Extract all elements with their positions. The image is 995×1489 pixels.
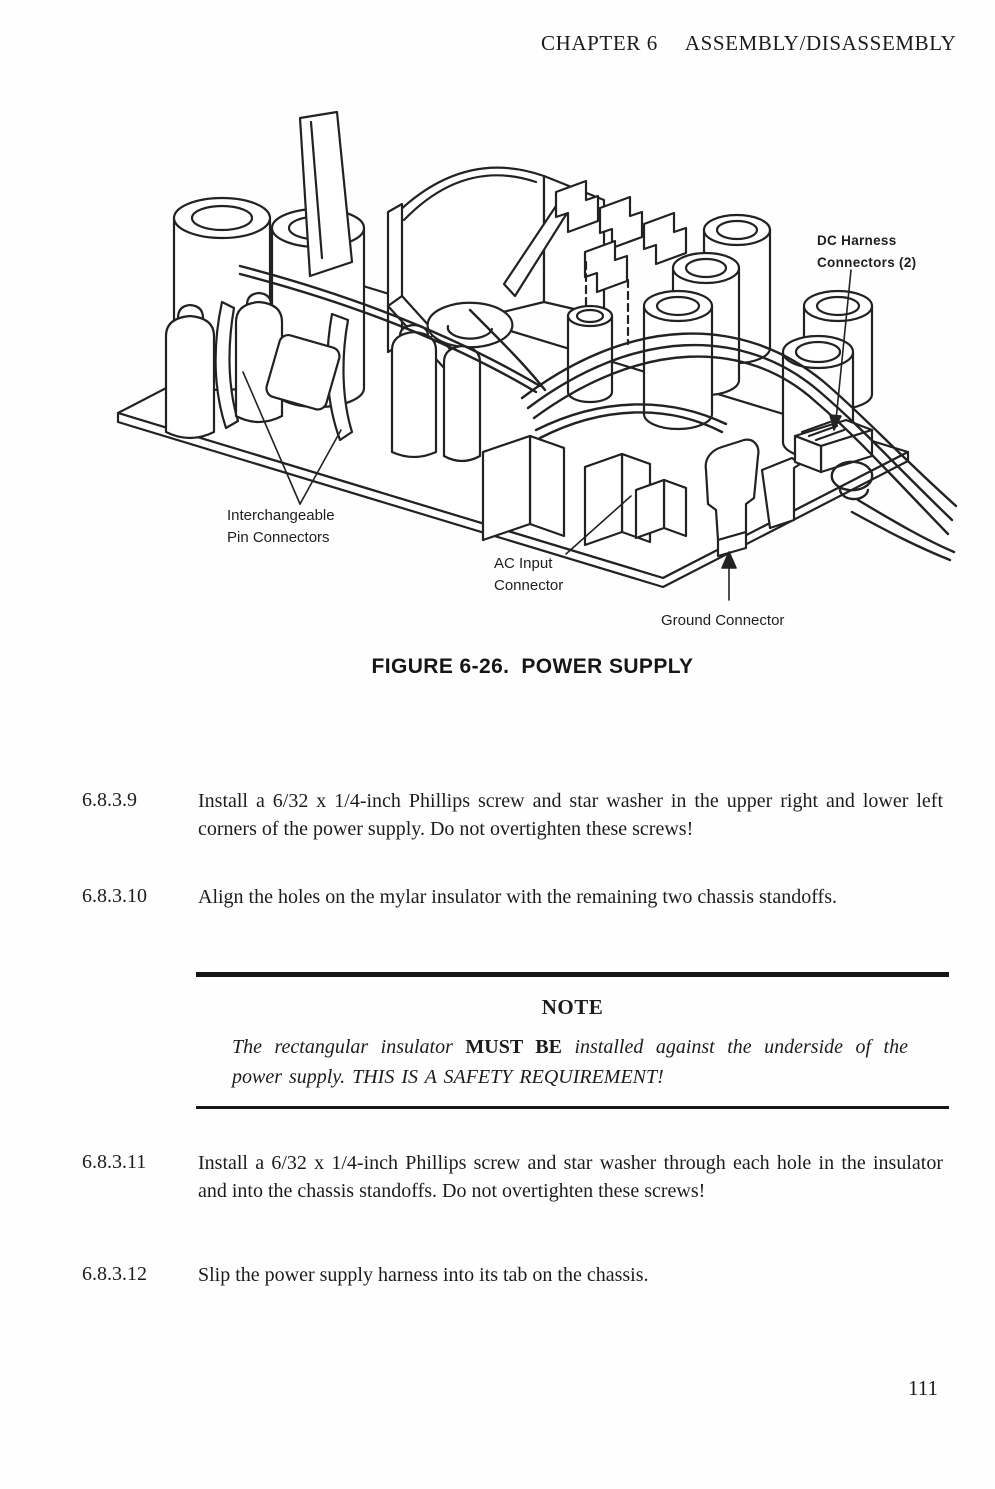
step-text: Install a 6/32 x 1/4-inch Phillips screw and star washer in the upper right and lower left corners of the power supply. Do not overtighten these screws! (198, 790, 943, 840)
figure-caption (0, 655, 995, 679)
step-6-8-3-12 (82, 1262, 950, 1290)
note-title: NOTE (541, 995, 604, 1019)
step-6-8-3-10 (82, 884, 950, 912)
step-text: Install a 6/32 x 1/4-inch Phillips screw and star washer through each hole in the insulator and into the chassis standoffs. Do not overtighten these screws! (198, 1152, 943, 1202)
step-6-8-3-11 (82, 1150, 950, 1205)
chapter-number: CHAPTER 6 (541, 31, 658, 55)
figure-caption-title: POWER SUPPLY (521, 655, 694, 678)
page-number: 111 (908, 1376, 938, 1400)
note-bottom-rule (196, 1106, 949, 1109)
step-number: 6.8.3.11 (82, 1151, 147, 1173)
note-text-prefix: The rectangular insulator (232, 1036, 466, 1058)
label-dc-harness: DC Harness Connectors (2) (817, 233, 917, 270)
step-number: 6.8.3.10 (82, 885, 147, 907)
chapter-title: ASSEMBLY/DISASSEMBLY (684, 31, 957, 55)
note-body (232, 1032, 908, 1092)
note-top-rule (196, 972, 949, 977)
label-interchangeable-pin-connectors: Interchangeable Pin Connectors (227, 507, 335, 546)
heatsink-fin (300, 112, 352, 276)
label-ac-input-connector: AC Input Connector (494, 555, 564, 594)
figure-caption-number: FIGURE 6-26. (371, 655, 510, 678)
ac-input-connector (483, 436, 564, 540)
note-text-emphasis: MUST BE (465, 1036, 562, 1058)
step-number: 6.8.3.12 (82, 1263, 147, 1285)
step-text: Align the holes on the mylar insulator with the remaining two chassis standoffs. (198, 886, 837, 908)
figure-6-26 (100, 92, 960, 648)
note-text-suffix: installed against the underside of the power supply. THIS IS A SAFETY REQUIREMENT! (232, 1036, 908, 1088)
step-text: Slip the power supply harness into its tab on the chassis. (198, 1264, 649, 1286)
step-number: 6.8.3.9 (82, 789, 137, 811)
label-ground-connector: Ground Connector (661, 612, 785, 629)
chapter-header (541, 31, 956, 56)
step-6-8-3-9 (82, 788, 950, 843)
